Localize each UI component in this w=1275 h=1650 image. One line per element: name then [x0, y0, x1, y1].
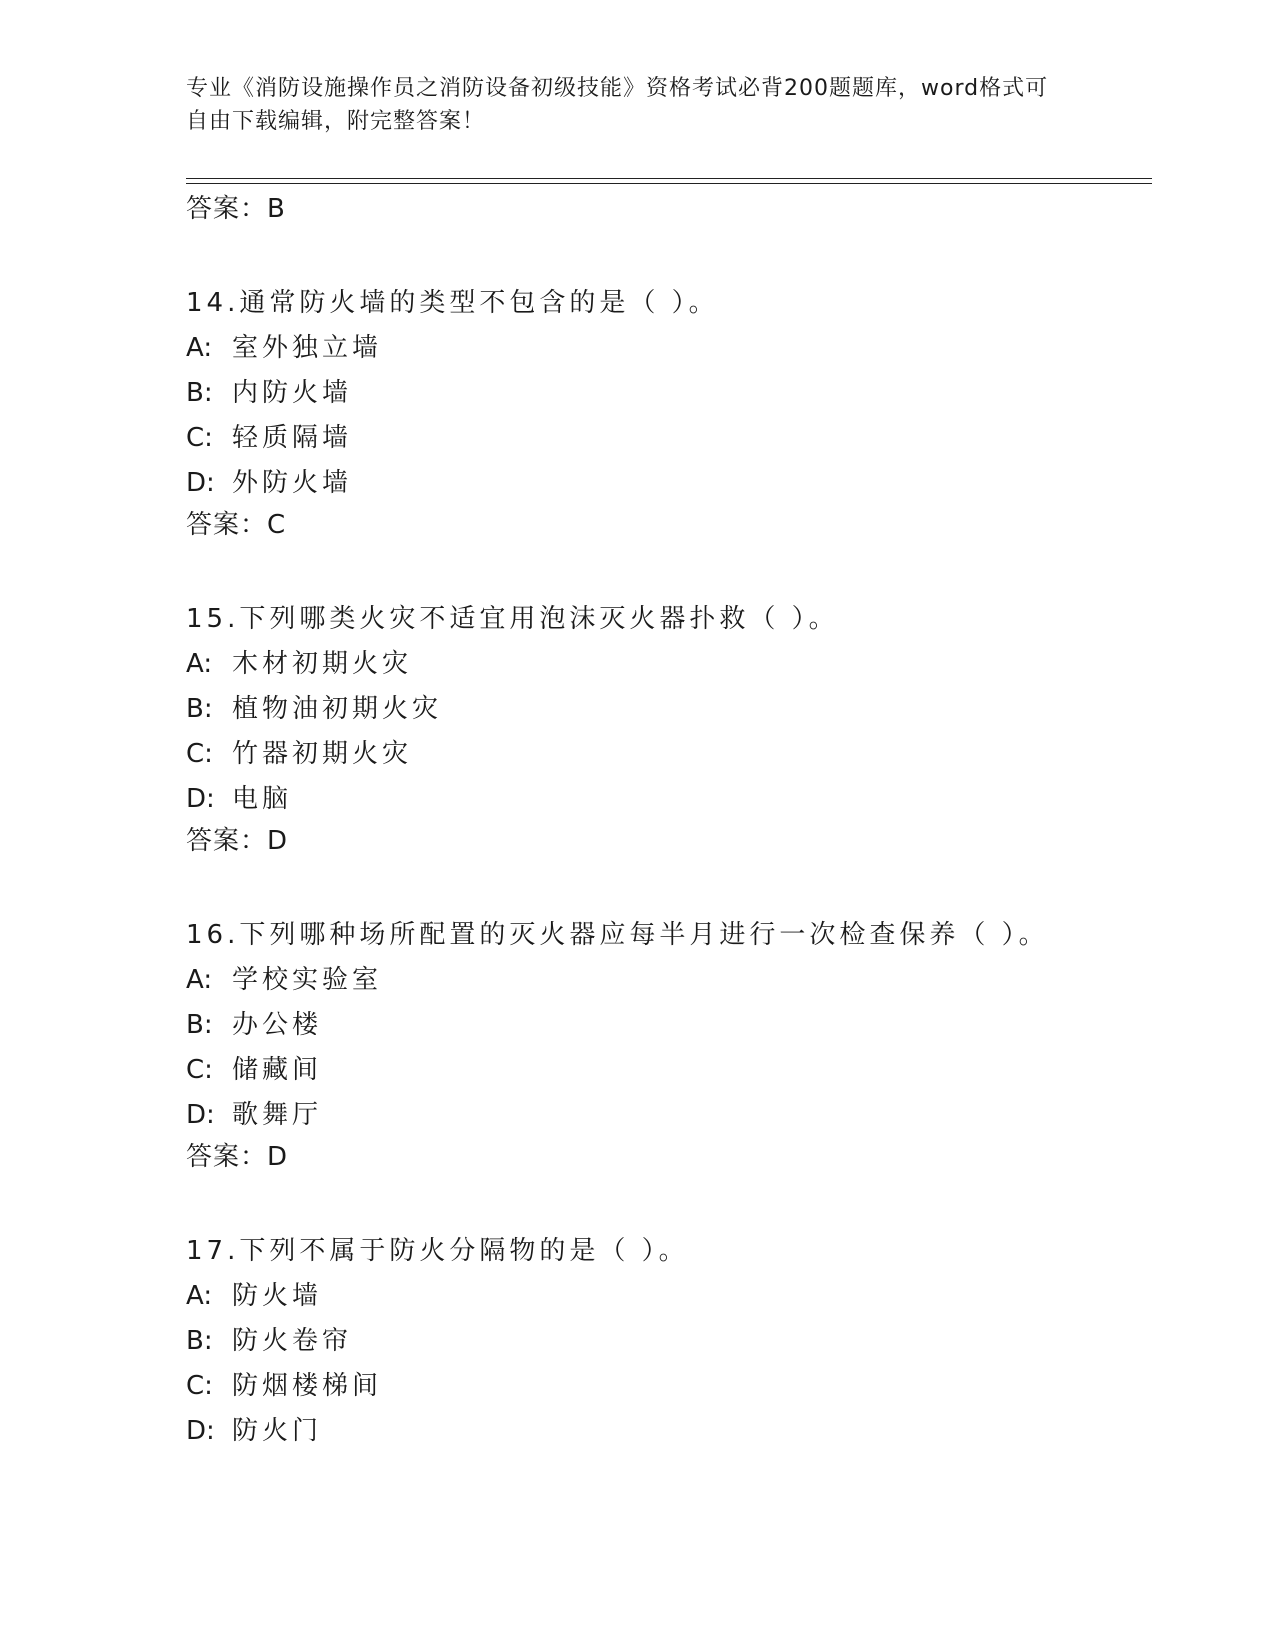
document-header: 专业《消防设施操作员之消防设备初级技能》资格考试必背200题题库，word格式可自由下载编辑，附完整答案！	[186, 76, 1049, 134]
option-label: B:	[186, 1326, 213, 1356]
option-label: C:	[186, 1055, 213, 1085]
question-title: 14.通常防火墙的类型不包含的是（ ）。	[186, 288, 719, 318]
option-a	[186, 642, 1152, 687]
question-title: 16.下列哪种场所配置的灭火器应每半月进行一次检查保养（ ）。	[186, 920, 1049, 950]
option-text: 防火墙	[232, 1281, 323, 1311]
answer: 答案：D	[186, 1142, 289, 1172]
option-label: B:	[186, 1010, 213, 1040]
option-label: B:	[186, 378, 213, 408]
option-text: 电脑	[232, 784, 293, 814]
option-text: 竹器初期火灾	[232, 739, 413, 769]
option-text: 防火卷帘	[232, 1326, 353, 1356]
option-text: 内防火墙	[232, 378, 353, 408]
option-c	[186, 1048, 1152, 1093]
option-a	[186, 326, 1152, 371]
option-text: 室外独立墙	[232, 333, 383, 363]
option-text: 外防火墙	[232, 468, 353, 498]
option-label: D:	[186, 1416, 215, 1446]
question-list	[186, 190, 1152, 1454]
answer: 答案：D	[186, 826, 289, 856]
option-c	[186, 416, 1152, 461]
option-text: 植物油初期火灾	[232, 694, 443, 724]
option-b	[186, 1319, 1152, 1364]
question-16	[186, 913, 1152, 1176]
option-text: 木材初期火灾	[232, 649, 413, 679]
option-label: B:	[186, 694, 213, 724]
answer: 答案：C	[186, 510, 287, 540]
header-rule-top	[186, 178, 1152, 179]
question-title: 17.下列不属于防火分隔物的是（ ）。	[186, 1236, 689, 1266]
option-label: A:	[186, 965, 213, 995]
option-label: C:	[186, 1371, 213, 1401]
option-text: 储藏间	[232, 1055, 323, 1085]
option-label: A:	[186, 1281, 213, 1311]
option-text: 防烟楼梯间	[232, 1371, 383, 1401]
option-b	[186, 687, 1152, 732]
previous-answer: 答案：B	[186, 194, 286, 224]
option-b	[186, 371, 1152, 416]
option-text: 学校实验室	[232, 965, 383, 995]
option-d	[186, 461, 1152, 506]
question-17	[186, 1229, 1152, 1454]
option-b	[186, 1003, 1152, 1048]
option-d	[186, 1093, 1152, 1138]
option-label: D:	[186, 784, 215, 814]
question-15	[186, 597, 1152, 860]
option-c	[186, 1364, 1152, 1409]
question-title: 15.下列哪类火灾不适宜用泡沫灭火器扑救（ ）。	[186, 604, 839, 634]
header-rule-bottom	[186, 183, 1152, 184]
option-a	[186, 1274, 1152, 1319]
option-text: 轻质隔墙	[232, 423, 353, 453]
option-label: A:	[186, 649, 213, 679]
option-label: C:	[186, 423, 213, 453]
option-text: 办公楼	[232, 1010, 323, 1040]
question-14	[186, 281, 1152, 544]
option-d	[186, 777, 1152, 822]
option-c	[186, 732, 1152, 777]
option-label: D:	[186, 468, 215, 498]
option-text: 歌舞厅	[232, 1100, 323, 1130]
option-text: 防火门	[232, 1416, 323, 1446]
option-label: C:	[186, 739, 213, 769]
option-label: A:	[186, 333, 213, 363]
option-d	[186, 1409, 1152, 1454]
option-a	[186, 958, 1152, 1003]
option-label: D:	[186, 1100, 215, 1130]
